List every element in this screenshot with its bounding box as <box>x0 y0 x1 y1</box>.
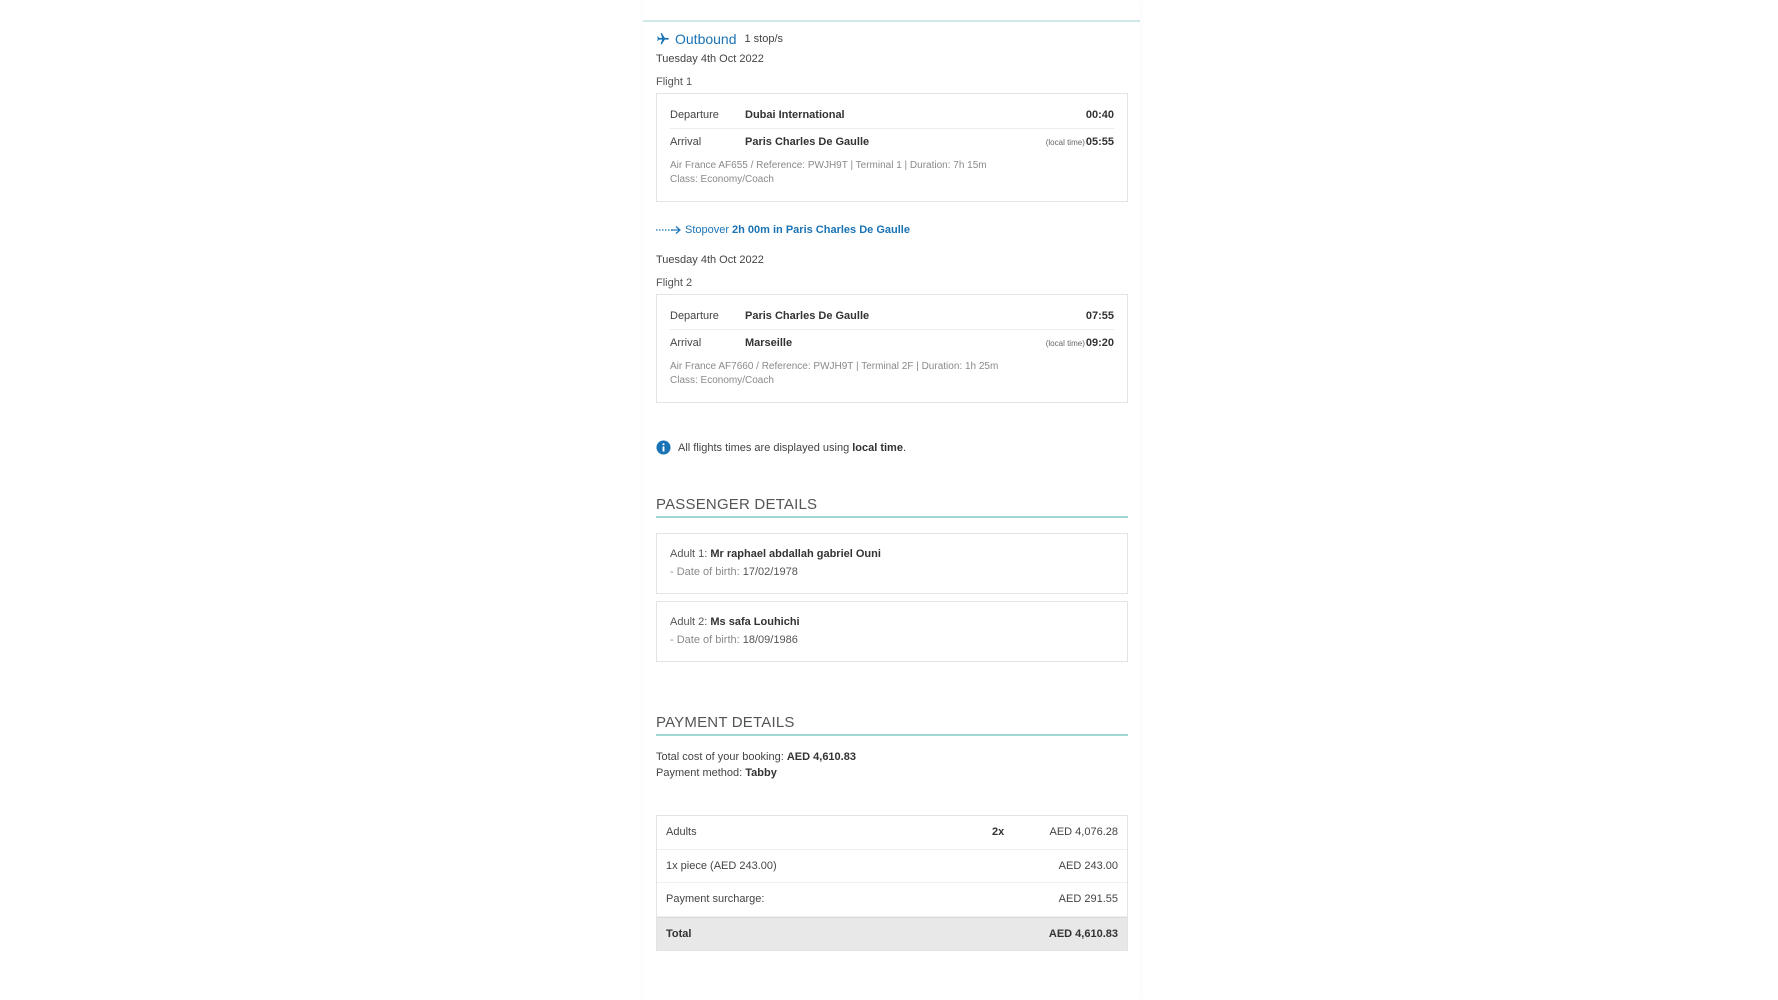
payment-section-rule <box>656 734 1128 736</box>
payment-details-title: PAYMENT DETAILS <box>656 714 795 731</box>
passenger-details-title: PASSENGER DETAILS <box>656 496 818 513</box>
stopover-detail: 2h 00m in Paris Charles De Gaulle <box>732 224 910 236</box>
flight-1-arrival-row <box>670 129 1114 155</box>
booking-total-label: Total cost of your booking: <box>656 751 784 763</box>
arrival-label: Arrival <box>670 136 702 148</box>
dob-value: 17/02/1978 <box>742 566 798 578</box>
stopover-notice <box>656 224 910 236</box>
flight-2-date: Tuesday 4th Oct 2022 <box>656 254 764 266</box>
departure-airport: Paris Charles De Gaulle <box>745 310 870 322</box>
local-time-note: (local time) <box>1045 137 1085 147</box>
stops-count: 1 stop/s <box>744 33 784 45</box>
flight-1-card <box>656 93 1128 202</box>
passenger-prefix: Adult 1: <box>670 548 708 560</box>
booking-total-value: AED 4,610.83 <box>786 751 856 763</box>
row-value: AED 291.55 <box>1058 893 1118 906</box>
stopover-label: Stopover <box>685 224 730 236</box>
passenger-card-2 <box>656 601 1128 662</box>
flight-2-arrival-row <box>670 330 1114 356</box>
flight-1-departure-row <box>670 102 1114 128</box>
info-text-suffix: . <box>902 441 907 454</box>
passenger-dob-line <box>670 634 798 646</box>
departure-airport: Dubai International <box>745 109 845 121</box>
table-row <box>657 816 1127 850</box>
arrival-airport: Paris Charles De Gaulle <box>745 136 870 148</box>
passenger-name-line <box>670 616 800 628</box>
arrival-time: 05:55 <box>1085 136 1114 148</box>
arrival-time: 09:20 <box>1085 337 1114 349</box>
flight-1-label: Flight 1 <box>656 76 693 88</box>
local-time-note: (local time) <box>1045 338 1085 348</box>
flight-class: Class: Economy/Coach <box>670 375 774 386</box>
table-row <box>657 883 1127 917</box>
passenger-dob-line <box>670 566 798 578</box>
arrival-label: Arrival <box>670 337 702 349</box>
flight-details: Air France AF655 / Reference: PWJH9T | Terminal 1 | Duration: 7h 15m <box>670 160 987 171</box>
passenger-name-line <box>670 548 881 560</box>
departure-label: Departure <box>670 109 719 121</box>
total-label: Total <box>666 927 692 940</box>
passenger-prefix: Adult 2: <box>670 616 708 628</box>
flight-2-meta <box>670 360 998 388</box>
payment-method-value: Tabby <box>745 767 777 779</box>
payment-method-line <box>656 767 777 779</box>
row-value: AED 243.00 <box>1058 859 1118 872</box>
outbound-title: Outbound <box>675 31 737 47</box>
flight-details: Air France AF7660 / Reference: PWJH9T | Terminal 2F | Duration: 1h 25m <box>670 361 999 372</box>
outbound-header <box>656 31 783 47</box>
info-icon <box>656 440 671 455</box>
passenger-section-rule <box>656 516 1128 518</box>
flight-2-departure-row <box>670 303 1114 329</box>
dob-value: 18/09/1986 <box>742 634 798 646</box>
info-text-bold: local time <box>852 441 903 454</box>
dob-label: - Date of birth: <box>670 566 740 578</box>
flight-class: Class: Economy/Coach <box>670 174 774 185</box>
row-quantity: 2x <box>992 826 1005 839</box>
payment-breakdown-table <box>656 815 1128 951</box>
payment-method-label: Payment method: <box>656 767 743 779</box>
top-divider <box>643 20 1140 22</box>
row-value: AED 4,076.28 <box>1049 826 1118 839</box>
table-row <box>657 850 1127 884</box>
flight-1-date: Tuesday 4th Oct 2022 <box>656 53 764 65</box>
row-label: Payment surcharge: <box>666 893 765 906</box>
dob-label: - Date of birth: <box>670 634 740 646</box>
total-value: AED 4,610.83 <box>1048 927 1118 940</box>
flight-2-card <box>656 294 1128 403</box>
row-label: 1x piece (AED 243.00) <box>666 859 777 872</box>
dotted-arrow-icon <box>656 225 682 235</box>
plane-icon <box>656 32 670 46</box>
total-row <box>657 917 1127 951</box>
arrival-airport: Marseille <box>745 337 793 349</box>
flight-1-meta <box>670 159 987 187</box>
departure-time: 00:40 <box>1085 109 1114 121</box>
flight-2-label: Flight 2 <box>656 277 693 289</box>
departure-time: 07:55 <box>1085 310 1114 322</box>
row-label: Adults <box>666 826 697 839</box>
passenger-name: Mr raphael abdallah gabriel Ouni <box>710 548 881 560</box>
info-text: All flights times are displayed using <box>678 441 850 454</box>
booking-total-line <box>656 751 856 763</box>
passenger-name: Ms safa Louhichi <box>710 616 800 628</box>
departure-label: Departure <box>670 310 719 322</box>
local-time-info <box>656 440 906 455</box>
passenger-card-1 <box>656 533 1128 594</box>
